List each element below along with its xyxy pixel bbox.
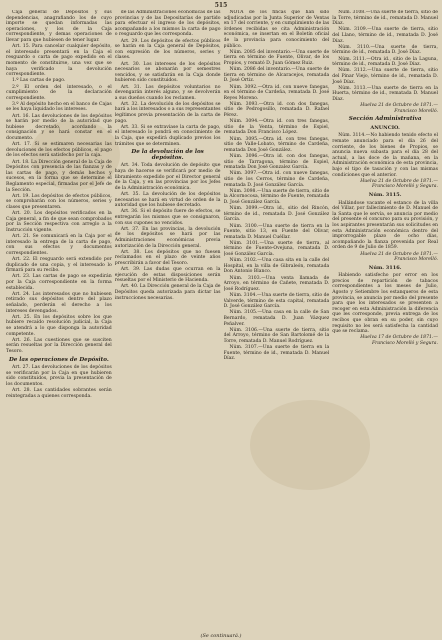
paragraph: Núm. 2085 del inventario.—Una suerte de tierra en término de Fuente, Olivar, de los Propios, y remató D. Juan Gómez Ruiz. (223, 49, 330, 66)
paragraph: Art. 33. Si se extraviase la carta de pago, el interesado lo pondrá en conocimiento de la Caja, que expedirá duplicado previos los trámites que se determinen. (114, 124, 221, 147)
paragraph: Núm. 3094.—Otra id. con tres fanegas, sitio de la Venta, término de Espiel, rematada Don Francisco López. (223, 119, 330, 136)
notice-number: Núm. 3116. (368, 264, 402, 271)
paragraph: Núm. 2086 del inventario.—Una suerte de tierra en término de Alcaracejos, rematada D. José Ortiz. (223, 67, 330, 84)
subsection-heading: ANUNCIO. (370, 124, 400, 131)
paragraph: Art. 31. Los depósitos voluntarios no devengarán interés alguno, y se devolverán a sus dueños cuando los reclamen. (114, 84, 221, 101)
paragraph: Art. 19. Los depósitos de efectos públicos, se comprobarán con los números, series y clases que presentaren. (6, 193, 112, 210)
paragraph: Núm. 3100.—Una suerte de tierra en la Fuente, sitio 13, en Fuente del Olivar, rematada D. Manuel Cuéllar. (223, 223, 330, 240)
paragraph: Art. 37. En las provincias, la devolución de los depósitos se hará por las Administraciones económicas previa autorización de la Dirección general. (114, 226, 221, 249)
column-1-paragraphs (6, 10, 112, 355)
paragraph: Art. 20. Los depósitos verificados en la Caja general, a fin de que sean comprobados por la Sección respectiva con arreglo a la Instrucción vigente. (6, 211, 112, 233)
paragraph: Art. 15. Para cancelar cualquier depósito, el interesado presentará en la Caja el resguardo o carta de pago expedido en el momento de constituirse, una vez que se haya verificado la devolución correspondiente. (6, 44, 112, 78)
notice-number: Núm. 3115. (368, 191, 402, 198)
paragraph: Núm. 3110.—Una suerte de tierra, término de id., rematada D. José Díaz. (332, 44, 438, 56)
paragraph: Art. 23. Las cartas de pago se expedirán por la Caja correspondiente en la forma establecida. (6, 274, 112, 291)
column-3-paragraphs (224, 10, 330, 362)
column-4 (332, 10, 438, 632)
paragraph: Núm. 3098.—Una suerte de tierra, sitio de la Alcornocosa, término de Fuente, rematada D. José González García. (223, 188, 330, 205)
paragraph: Art. 39. Las dudas que ocurran en la ejecución de estas disposiciones serán resueltas por el Ministerio de Hacienda. (114, 267, 221, 284)
paragraph: Art. 34. Toda devolución de depósito que haya de hacerse se verificará por medio de libramiento expedido por el Director general de la Caja, y en las provincias por los Jefes de la Administración económica. (114, 163, 221, 191)
section-heading: De la devolución de los depósitos. (131, 149, 204, 161)
paragraph: Núm. 3099.—Otra id., sitio del Rincón, término de id., rematada D. José González García. (223, 206, 330, 223)
paragraph: Art. 21. Se comunicará en la Caja por el interesado la entrega de la carta de pago, con sus efectos y documentos correspondientes. (6, 234, 112, 256)
paragraph: Núm. 3102.—Una casa sita en la calle del Hospital, en la villa de Gibraleón, rematada Don Antonio Blanco. (223, 258, 330, 275)
paragraph: 1.º Las cartas de pago. (12, 78, 66, 84)
paragraph: Hallándose vacante el estanco de la villa del Villar, por fallecimiento de D. Manuel de la Santa que le servía, se anuncia por medio del presente el concurso para su provisión, y los aspirantes presentarán sus solicitudes en esta Administración económica dentro del improrrogable plazo de ocho días, acompañando la fianza prevenida por Real orden de 9 de Julio de 1859. (332, 200, 438, 251)
continued-note: (Se continuará.) (200, 633, 242, 639)
section-heading: Sección Administrativa (348, 116, 422, 123)
column-4-section-paragraphs (332, 133, 438, 178)
text-columns (6, 10, 438, 632)
page-number: 515 (214, 2, 228, 9)
paragraph: Núm. 3104.—Una suerte de tierra, sitio de Valverde, término de esta capital, rematada D. José González García. (223, 293, 330, 310)
paragraph: 2.º El orden del interesado, o el cumplimiento de la declaración correspondiente. (6, 84, 112, 101)
paragraph: Art. 36. Si el depósito fuere de efectos, se entregarán los mismos que se consignaron, con sus cupones no vencidos. (114, 209, 221, 226)
paragraph: Núm. 3108.—Una suerte de tierra, sitio de la Torre, término de id., rematada D. Manuel Díaz. (332, 10, 438, 27)
column-4-paragraphs (332, 10, 438, 102)
paragraph: Art. 28. Las cantidades sobrantes serán reintegradas a quienes corresponda. (6, 388, 112, 399)
paragraph: Art. 24. Los interesados que no hubiesen retirado sus depósitos dentro del plazo señalado, perderán el derecho a los intereses devengados. (6, 291, 112, 314)
paragraph: Art. 40. La Dirección general de la Caja de Depósitos queda autorizada para dictar las instrucciones necesarias. (114, 284, 221, 301)
paragraph: Núm. 3113.—Una suerte de tierra en la Huerta, término de id., rematada D. Manuel Díaz. (332, 85, 438, 102)
paragraph: Art. 22. El resguardo será extendido por duplicado de una copia, y el interesado lo firmará para su recibo. (6, 257, 112, 274)
paragraph: Núm. 3097.—Otra id. con nueve fanegas, sitio de los Cerros, término de Cardeña, rematada D. José González García. (223, 171, 330, 188)
paragraph: Núm. 3112.—Una suerte de tierra, sitio del Pinar Viejo, término de id., rematada D. José Díaz. (332, 68, 438, 85)
paragraph: Núm. 3095.—Otra id. con tres fanegas, sitio de Valle-Lobato, término de Cardeña, rematada Don José González. (223, 136, 330, 153)
paragraph: NOTA de los fincas que han sido adjudicadas por la Junta Superior de Ventas en 17 del corriente, y en cumplimiento de las órdenes recibidas se cita Administración económica, se insertan en el Boletín oficial de la provincia para conocimiento del público. (223, 10, 330, 49)
paragraph: Caja general de Depósitos y sus dependencias, anagrafiando los de cuyo importe se quedan informadas las operaciones, y los de la Caja correspondiente, y demas operaciones de llevar para que hubiesen de tener lugar. (6, 10, 112, 43)
column-2-section-paragraphs (115, 163, 221, 301)
paragraph: 3.º Al depósito hecho en el banco de Cajas se les haya liquidado los intereses. (6, 101, 112, 113)
column-3 (224, 10, 330, 632)
paragraph: Núm. 3101.—Una suerte de tierra, al término de Fuente-Ovejuna, rematada D. José González García. (223, 240, 330, 258)
paragraph: Art. 16. Las devoluciones de los depósitos se harán por medio de la autoridad que hubiese decretado, acordando la consignación y se hará constar en el documento. (6, 113, 112, 142)
paragraph: Art. 26. Las cuestiones que se susciten serán resueltas por la Dirección general del Tesoro. (6, 337, 112, 354)
paragraph: Núm. 3103.—Una venta llamada de Arroyo, en término de Cañete, rematada D. José Rodríguez. (223, 275, 330, 292)
paragraph: Art. 30. Los intereses de los depósitos necesarios se abonarán por semestres vencidos, y se satisfarán en la Caja donde hubieren sido constituidos. (114, 61, 221, 84)
signature: Huelva 21 de Octubre de 1871.—Francisco Morelló. (360, 251, 438, 263)
paragraph: Núm. 3093.—Otra id. con dos fanegas, sitio de Pedrogosillo, rematada D. Rafael Pérez. (223, 101, 330, 119)
paragraph: Art. 38. Los depósitos que no fuesen reclamados en el plazo de veinte años prescribirán a favor del Tesoro. (114, 249, 221, 266)
paragraph: Art. 17. Si se estimaren necesarias las devoluciones de los efectos públicos, el pago de los efectos será satisfecho por la caja. (6, 142, 112, 159)
column-2 (115, 10, 221, 632)
column-2-paragraphs (115, 10, 221, 147)
paragraph: Núm. 3105.—Una casa en la calle de San Bernardo, rematada D. Juan Vázquez Peñalver. (223, 310, 330, 327)
paragraph: Art. 32. La devolución de los depósitos se hará a los interesados o a sus representantes legítimos previa presentación de la carta de pago. (114, 101, 221, 124)
signature: Huelva 21 de Octubre de 1871.—Francisco Morelló. (360, 103, 438, 114)
paragraph: Art. 35. La devolución de los depósitos necesarios se hará en virtud de orden de la autoridad que los hubiese decretado. (114, 191, 221, 209)
signature: Huelva 21 de Octubre de 1871.—Francisco Morelló y Segura. (360, 178, 438, 190)
paragraph: Art. 27. Las devoluciones de los depósitos se verificarán por la Caja en que hubieren sido constituidos, previa la presentación de los documentos. (6, 365, 112, 387)
paragraph: Núm. 3114.—No habiendo tenido efecto el remate anunciado para el día 26 del corriente, de los bienes de Propios, se anuncia nueva subasta para el día 28 del actual, a las doce de la mañana, en la Administración económica de esta provincia, bajo el tipo de tasación y con las mismas condiciones que el anterior. (332, 133, 438, 178)
signature: Huelva 17 de Octubre de 1871.—Francisco Morelló y Segura. (360, 335, 438, 346)
paragraph: Núm. 3107.—Una suerte de tierra en la Fuente, término de id., rematada D. Manuel Díaz. (223, 345, 330, 362)
column-4-section-paragraphs-3 (332, 273, 438, 335)
paragraph: Habiendo satisfecho por error en los precios de repartición de tabacos correspondientes a los meses de Julio, Agosto y Setiembre los estanqueros de esta provincia, se anuncia por medio del presente para que los interesados se presenten a recoger en esta Administración la diferencia que les corresponde, previa entrega de los recibos que obran en su poder, sin cuyo requisito no les será satisfecha la cantidad que se reclama. (332, 273, 438, 335)
paragraph: Núm. 3106.—Una suerte de tierra, sitio del Arroyo, término de San Bartolomé de la Torre, rematada D. Manuel Rodríguez. (223, 327, 330, 344)
paragraph: Art. 29. Los depósitos de efectos públicos se harán en la Caja general de Depósitos, con expresión de los números, series y clases. (114, 38, 221, 61)
paragraph: Art. 18. La Dirección general de la Caja de Depósitos con presencia de las fianzas y de las cartas de pago, y demás hechos y sucesos, en la forma que se determine el Reglamento especial, firmadas por el Jefe de la Sección. (6, 159, 112, 193)
paragraph: Núm. 3092.—Otra id. con nueve fanegas, en el término de Cardeña, rematada D. José Reyes Moreno. (223, 84, 330, 101)
column-1 (6, 10, 112, 632)
section-heading: De las operaciones de Depósito. (8, 356, 109, 363)
paragraph: Núm. 3109.—Una suerte de tierra, sitio del Llano, término de id., rematada D. José Díaz. (332, 27, 438, 44)
column-4-section-paragraphs-2 (332, 201, 438, 251)
paragraph: Núm. 3111.—Otra id., sitio de la Laguna, término de id., rematada D. José Díaz. (332, 56, 438, 68)
paragraph: Art. 25. En los depósitos sobre los que hubiere recaído resolución judicial, la Caja se atendrá a lo que disponga la autoridad competente. (6, 314, 112, 337)
paragraph: Núm. 3096.—Otra id. con dos fanegas, sitio de Tarragona, término de Espiel, rematada Don José Gonzalez García. (223, 154, 330, 171)
paragraph: de las Administraciones económicas de las provincias y de las Depositarías de partido para efectuar el ingreso de los depósitos, acompañando a los mismos la carta de pago o resguardo que les corresponda. (114, 10, 221, 38)
column-1-section-paragraphs (6, 365, 112, 399)
